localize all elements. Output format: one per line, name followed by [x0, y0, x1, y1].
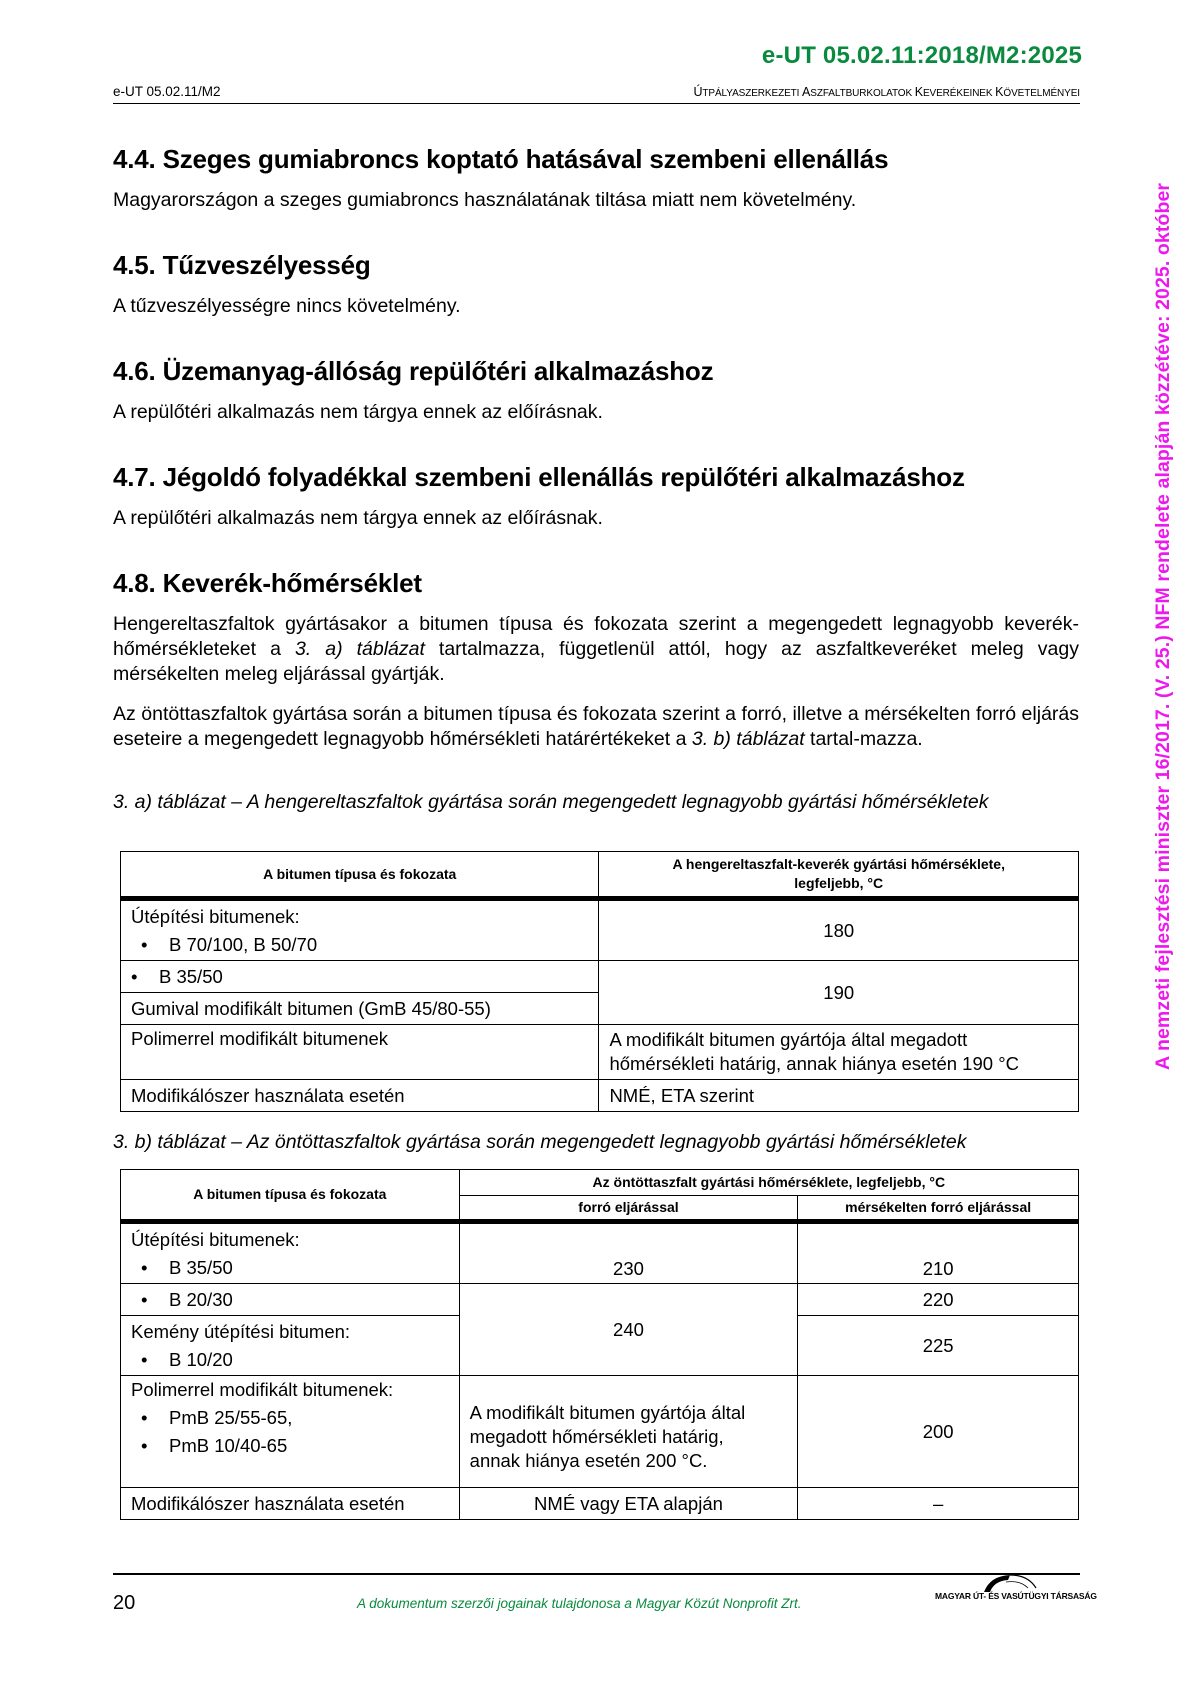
- page-number: 20: [113, 1592, 136, 1614]
- table-3a: [120, 851, 1079, 1112]
- section-heading-4-8: 4.8. Keverék-hőmérséklet: [113, 568, 422, 598]
- table-cell-value: 225: [798, 1316, 1079, 1376]
- table-3b-header-group: Az öntöttaszfalt gyártási hőmérséklete, legfeljebb, °C: [459, 1170, 1078, 1196]
- section-body-4-8-para2: [113, 702, 1079, 752]
- caps-word: SZFALTBURKOLATOK: [810, 88, 915, 99]
- section-body-4-4: Magyarországon a szeges gumiabroncs használatának tiltása miatt nem követelmény.: [113, 189, 857, 211]
- table-cell: Modifikálószer használata esetén: [121, 1488, 460, 1520]
- section-body-4-8-para1: [113, 612, 1079, 687]
- table-reference-3b: 3. b) táblázat: [691, 728, 805, 750]
- table-cell: [121, 1376, 460, 1488]
- caps-word: EVERÉKEINEK: [922, 88, 996, 99]
- cell-label: Polimerrel modifikált bitumenek:: [131, 1379, 394, 1400]
- table-cell: [121, 961, 599, 993]
- table-cell-value: 180: [599, 899, 1079, 961]
- table-cell: Polimerrel modifikált bitumenek: [121, 1025, 599, 1080]
- header-rule: [113, 103, 1080, 104]
- text: Az öntöttaszfaltok gyártása során a bitumen típusa és fokozata szerint a forró, illetve a mérsékelten forró eljárás eseteire a megengedett legnagyobb hőmérsékleti határértékeket a: [113, 703, 1079, 750]
- table-row: [121, 1025, 1079, 1080]
- table-cell-value: NMÉ vagy ETA alapján: [459, 1488, 798, 1520]
- table-3b-caption: 3. b) táblázat – Az öntöttaszfaltok gyártása során megengedett legnagyobb gyártási hőmérsékletek: [113, 1131, 967, 1153]
- copyright-notice: A dokumentum szerzői jogainak tulajdonosa a Magyar Közút Nonprofit Zrt.: [357, 1596, 802, 1611]
- table-row: [121, 1488, 1079, 1520]
- section-heading-4-5: 4.5. Tűzveszélyesség: [113, 250, 371, 280]
- table-cell: Gumival modifikált bitumen (GmB 45/80-55): [121, 993, 599, 1025]
- table-cell: [121, 899, 599, 961]
- cell-label: Útépítési bitumenek:: [131, 1228, 300, 1250]
- logo-text: MAGYAR ÚT- ÉS VASÚTÜGYI TÁRSASÁG: [935, 1591, 1097, 1601]
- table-3b-header-type: A bitumen típusa és fokozata: [121, 1170, 460, 1222]
- society-logo: [935, 1572, 1097, 1610]
- table-3b-header-warm: mérsékelten forró eljárással: [798, 1196, 1079, 1222]
- caps-letter: K: [995, 85, 1004, 99]
- table-cell-value: NMÉ, ETA szerint: [599, 1080, 1079, 1112]
- text: Hengereltaszfaltok gyártásakor a bitumen típusa és fokozata szerint a megengedett legnagyobb keverék-hőmérsékleteket a: [113, 613, 1079, 660]
- document-code: e-UT 05.02.11:2018/M2:2025: [761, 42, 1082, 69]
- table-3b: [120, 1169, 1079, 1520]
- table-cell-value: 220: [798, 1284, 1079, 1316]
- bullet-item: • B 20/30: [131, 1286, 459, 1314]
- table-cell-value: –: [798, 1488, 1079, 1520]
- table-row: [121, 961, 1079, 993]
- running-header-left: e-UT 05.02.11/M2: [113, 84, 221, 99]
- table-cell: [121, 1284, 460, 1316]
- table-cell-value: 200: [798, 1376, 1079, 1488]
- table-cell-value: 190: [599, 961, 1079, 1025]
- table-3a-caption: 3. a) táblázat – A hengereltaszfaltok gyártása során megengedett legnagyobb gyártási hőmérsékletek: [113, 791, 989, 813]
- section-body-4-5: A tűzveszélyességre nincs követelmény.: [113, 295, 461, 317]
- text: tartalmazza, függetlenül attól, hogy az aszfaltkeveréket meleg vagy mérsékelten meleg eljárással gyártják.: [113, 638, 1079, 685]
- table-row: [121, 1284, 1079, 1316]
- table-cell-value: 230: [459, 1222, 798, 1284]
- bullet-item: • B 70/100, B 50/70: [131, 931, 598, 959]
- bullet-item: • B 10/20: [131, 1346, 459, 1374]
- section-heading-4-4: 4.4. Szeges gumiabroncs koptató hatásával szembeni ellenállás: [113, 144, 889, 174]
- caps-word: TPÁLYASZERKEZETI: [702, 88, 803, 99]
- text: tartal-mazza.: [804, 728, 923, 750]
- table-row: [121, 899, 1079, 961]
- table-3a-header-type: A bitumen típusa és fokozata: [121, 852, 599, 899]
- table-cell-value: 240: [459, 1284, 798, 1376]
- table-3b-header-hot: forró eljárással: [459, 1196, 798, 1222]
- table-cell: [121, 1222, 460, 1284]
- section-heading-4-6: 4.6. Üzemanyag-állóság repülőtéri alkalmazáshoz: [113, 356, 714, 386]
- section-body-4-6: A repülőtéri alkalmazás nem tárgya ennek az előírásnak.: [113, 401, 603, 423]
- table-reference-3a: 3. a) táblázat: [294, 638, 425, 660]
- table-3a-header-temp: A hengereltaszfalt-keverék gyártási hőmérséklete, legfeljebb, °C: [599, 852, 1079, 899]
- running-header-right: [693, 85, 1080, 99]
- table-cell: Modifikálószer használata esetén: [121, 1080, 599, 1112]
- caps-letter: A: [802, 85, 811, 99]
- caps-word: ÖVETELMÉNYEI: [1003, 88, 1080, 99]
- caps-letter: Ú: [693, 85, 703, 99]
- table-row: [121, 1080, 1079, 1112]
- table-row: [121, 1376, 1079, 1488]
- table-row: [121, 1222, 1079, 1284]
- section-body-4-7: A repülőtéri alkalmazás nem tárgya ennek az előírásnak.: [113, 507, 603, 529]
- publication-side-note: A nemzeti fejlesztési miniszter 16/2017. (V. 25.) NFM rendelete alapján közzétéve: 2025. október: [1152, 182, 1174, 1070]
- table-cell: [121, 1316, 460, 1376]
- bullet-item: • PmB 10/40-65: [131, 1432, 459, 1460]
- cell-label: Útépítési bitumenek:: [131, 905, 300, 927]
- table-cell-value: A modifikált bitumen gyártója által megadott hőmérsékleti határig, annak hiánya esetén 190 °C: [599, 1025, 1079, 1080]
- bullet-item: • B 35/50: [131, 1254, 459, 1282]
- caps-letter: K: [914, 85, 923, 99]
- table-cell-value: A modifikált bitumen gyártója által megadott hőmérsékleti határig, annak hiánya esetén 200 °C.: [459, 1376, 798, 1488]
- table-cell-value: 210: [798, 1222, 1079, 1284]
- section-heading-4-7: 4.7. Jégoldó folyadékkal szembeni ellenállás repülőtéri alkalmazáshoz: [113, 462, 965, 492]
- bullet-item: • PmB 25/55-65,: [131, 1404, 459, 1432]
- cell-label: Kemény útépítési bitumen:: [131, 1320, 351, 1342]
- bullet-item: • B 35/50: [131, 963, 598, 991]
